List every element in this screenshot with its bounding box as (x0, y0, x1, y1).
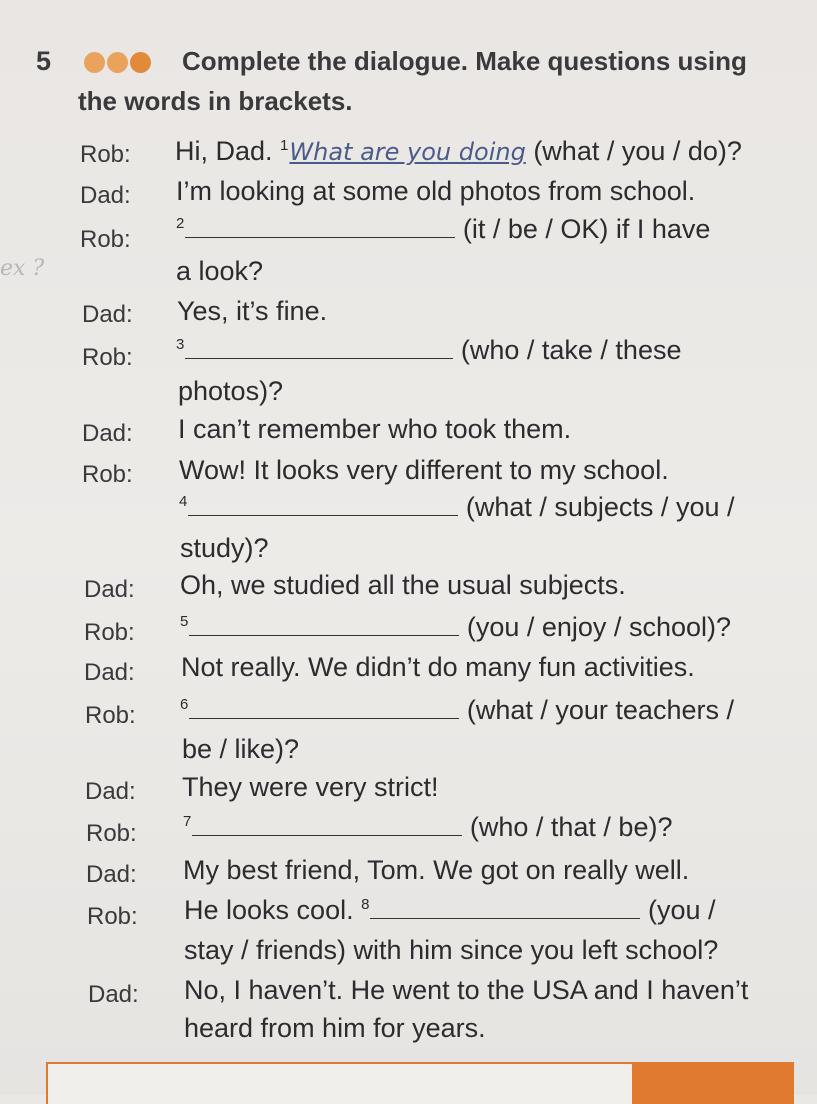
dialogue-line-8: Oh, we studied all the usual subjects. (180, 570, 626, 600)
item-number: 5 (180, 613, 189, 630)
answer-blank[interactable] (188, 495, 458, 516)
speaker-label: Dad: (84, 576, 135, 603)
dialogue-line-10: Not really. We didn’t do many fun activities. (181, 652, 695, 682)
dialogue-line-3-cont: a look? (176, 256, 264, 286)
answer-blank[interactable] (189, 698, 459, 719)
difficulty-dot-icon (130, 52, 151, 73)
line-hint: (you / (647, 895, 716, 925)
line-hint: (what / you / do)? (525, 136, 742, 166)
dialogue-line-16-cont: heard from him for years. (184, 1013, 486, 1043)
answer-blank[interactable] (185, 217, 455, 238)
line-hint: (what / your teachers / (466, 695, 734, 725)
line-hint: (who / that / be)? (469, 812, 673, 842)
speaker-label: Dad: (84, 659, 135, 686)
answer-blank[interactable] (192, 815, 462, 836)
item-number: 4 (179, 493, 188, 510)
line-hint: (what / subjects / you / (465, 492, 735, 522)
dialogue-line-5-cont: photos)? (178, 376, 284, 406)
speaker-label: Rob: (84, 619, 135, 646)
speaker-label: Dad: (86, 861, 137, 888)
dialogue-line-7-blank (179, 492, 734, 523)
dialogue-line-4: Yes, it’s fine. (177, 296, 328, 326)
speaker-label: Rob: (80, 226, 131, 253)
speaker-label: Dad: (82, 420, 133, 447)
difficulty-dot-icon (107, 52, 128, 73)
line-text: He looks cool. (184, 895, 362, 925)
speaker-label: Dad: (80, 182, 131, 209)
speaker-label: Rob: (87, 903, 138, 930)
speaker-label: Dad: (88, 981, 139, 1008)
line-text: Hi, Dad. (175, 136, 281, 166)
dialogue-line-13 (183, 812, 672, 843)
item-number: 6 (180, 696, 189, 713)
answer-blank[interactable] (370, 898, 640, 919)
item-number: 2 (176, 215, 185, 232)
item-number: 7 (183, 813, 192, 830)
speaker-label: Rob: (82, 461, 133, 488)
item-number: 1 (280, 137, 289, 154)
answer-blank[interactable] (185, 338, 453, 359)
dialogue-line-14: My best friend, Tom. We got on really well. (183, 855, 690, 885)
speaker-label: Rob: (86, 820, 137, 847)
dialogue-line-12: They were very strict! (182, 772, 439, 802)
difficulty-dot-icon (84, 52, 105, 73)
item-number: 3 (176, 336, 185, 353)
dialogue-line-2: I’m looking at some old photos from school. (176, 176, 696, 206)
handwritten-margin-note: ex ? (0, 256, 45, 281)
speaker-label: Rob: (82, 344, 133, 371)
speaker-label: Rob: (80, 141, 131, 168)
exercise-number: 5 (36, 46, 52, 76)
difficulty-dots-icon (84, 52, 151, 73)
example-answer: What are you doing (289, 138, 526, 166)
dialogue-line-1 (175, 136, 742, 167)
dialogue-line-11-cont: be / like)? (182, 734, 300, 764)
dialogue-line-6: I can’t remember who took them. (178, 414, 572, 444)
dialogue-line-5 (176, 335, 681, 366)
next-exercise-box (46, 1062, 794, 1104)
dialogue-line-16: No, I haven’t. He went to the USA and I haven’t (184, 975, 749, 1005)
item-number: 8 (361, 896, 370, 913)
line-hint: (you / enjoy / school)? (466, 612, 731, 642)
dialogue-line-7: Wow! It looks very different to my school. (179, 455, 669, 485)
speaker-label: Dad: (85, 778, 136, 805)
dialogue-line-3 (176, 214, 710, 245)
speaker-label: Rob: (85, 702, 136, 729)
instruction-line-1: Complete the dialogue. Make questions using (182, 46, 747, 76)
line-hint: (who / take / these (460, 335, 682, 365)
dialogue-line-7-cont: study)? (180, 533, 269, 563)
answer-blank[interactable] (189, 615, 459, 636)
dialogue-line-9 (180, 612, 731, 643)
speaker-label: Dad: (82, 301, 133, 328)
line-hint: (it / be / OK) if I have (462, 214, 711, 244)
dialogue-line-15-cont: stay / friends) with him since you left school? (184, 935, 719, 965)
instruction-line-2: the words in brackets. (78, 86, 353, 116)
dialogue-line-15 (184, 895, 715, 926)
dialogue-line-11 (180, 695, 734, 726)
